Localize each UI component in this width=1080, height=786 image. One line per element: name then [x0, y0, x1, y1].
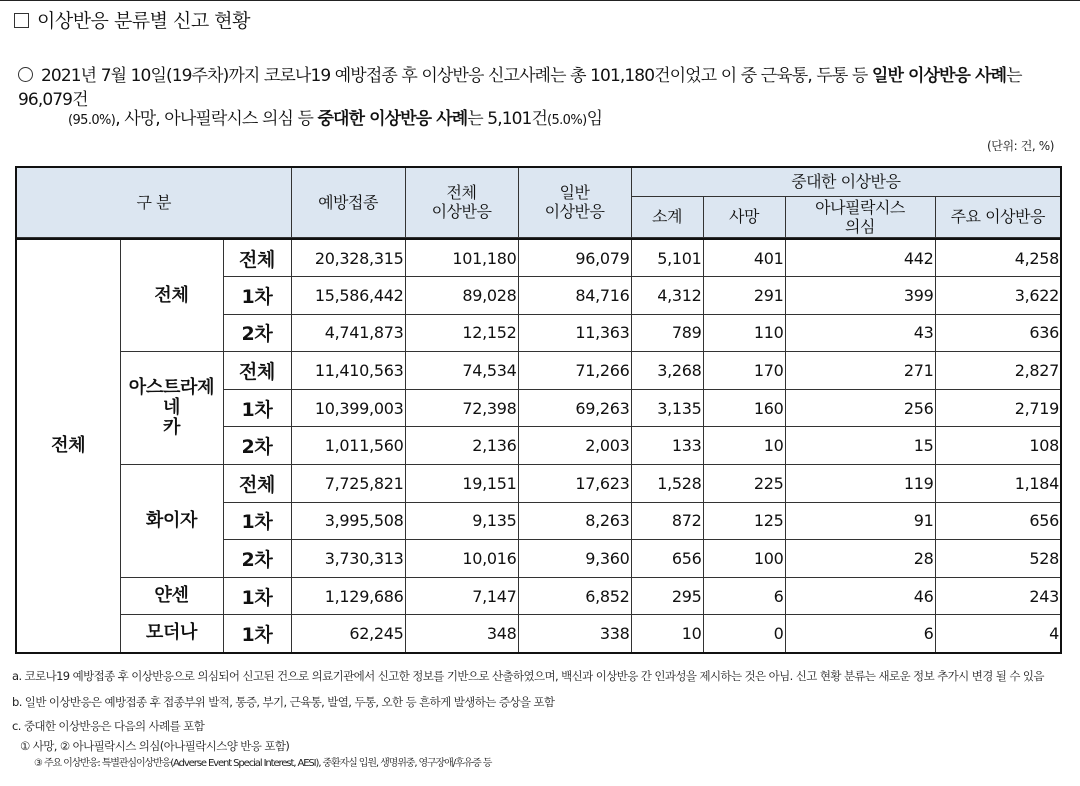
row-sub-label: 1차: [223, 615, 291, 653]
table-cell: 125: [703, 502, 785, 540]
row-group-label: 얀센: [120, 577, 223, 615]
table-cell: 656: [935, 502, 1061, 540]
table-cell: 69,263: [518, 389, 631, 427]
table-cell: 110: [703, 314, 785, 352]
summary-text-1: 2021년 7월 10일(19주차)까지 코로나19 예방접종 후 이상반응 신고사례는 총 101,180건이었고 이 중 근육통, 두통 등: [41, 66, 872, 86]
table-cell: 789: [631, 314, 703, 352]
checkbox-square-icon: [14, 13, 29, 28]
section-title: [14, 6, 250, 33]
table-body: [16, 239, 1061, 653]
table-cell: 74,534: [405, 352, 518, 390]
table-cell: 15: [785, 427, 935, 465]
table-cell: 11,410,563: [291, 352, 405, 390]
table-cell: 89,028: [405, 277, 518, 315]
table-cell: 401: [703, 239, 785, 277]
row-sub-label: 2차: [223, 427, 291, 465]
row-group-all: 전체: [16, 239, 120, 653]
table-cell: 7,147: [405, 577, 518, 615]
table-cell: 348: [405, 615, 518, 653]
row-sub-label: 전체: [223, 465, 291, 503]
table-cell: 12,152: [405, 314, 518, 352]
table-cell: 291: [703, 277, 785, 315]
table-row: [16, 615, 1061, 653]
table-cell: 6: [785, 615, 935, 653]
table-cell: 43: [785, 314, 935, 352]
table-cell: 160: [703, 389, 785, 427]
table-cell: 4,741,873: [291, 314, 405, 352]
table-cell: 442: [785, 239, 935, 277]
table-cell: 10,016: [405, 540, 518, 578]
table-cell: 46: [785, 577, 935, 615]
table-cell: 2,827: [935, 352, 1061, 390]
footnote-c-item-2: ③ 주요 이상반응: 특별관심이상반응(Adverse Event Special Interest, AESI), 중환자실 입원, 생명위중, 영구장애/후유증 등: [34, 758, 492, 769]
summary-line-2: [68, 107, 602, 133]
table-cell: 28: [785, 540, 935, 578]
table-cell: 9,360: [518, 540, 631, 578]
table-cell: 5,101: [631, 239, 703, 277]
table-cell: 19,151: [405, 465, 518, 503]
table-cell: 6: [703, 577, 785, 615]
summary-text-4: 는 5,101건: [467, 109, 547, 129]
table-cell: 10: [703, 427, 785, 465]
header-death: 사망: [703, 196, 785, 237]
table-cell: 11,363: [518, 314, 631, 352]
header-vaccinated: 예방접종: [291, 167, 405, 237]
table-cell: 295: [631, 577, 703, 615]
table-cell: 91: [785, 502, 935, 540]
header-category: 구 분: [16, 167, 291, 237]
header-total-adverse: 전체 이상반응: [405, 167, 518, 237]
row-group-astrazeneca: 아스트라제네 카: [120, 352, 223, 465]
table-cell: 62,245: [291, 615, 405, 653]
row-sub-label: 1차: [223, 277, 291, 315]
table-cell: 2,719: [935, 389, 1061, 427]
table-cell: 2,136: [405, 427, 518, 465]
table-cell: 399: [785, 277, 935, 315]
table-cell: 636: [935, 314, 1061, 352]
summary-text-2: 는 96,079건: [18, 66, 1022, 110]
header-serious-adverse: 중대한 이상반응: [631, 167, 1061, 196]
table-cell: 4,258: [935, 239, 1061, 277]
table-cell: 225: [703, 465, 785, 503]
table-cell: 338: [518, 615, 631, 653]
header-anaphylaxis: 아나필락시스 의심: [785, 196, 935, 237]
table-cell: 15,586,442: [291, 277, 405, 315]
table-cell: 2,003: [518, 427, 631, 465]
table-cell: 1,528: [631, 465, 703, 503]
table-cell: 528: [935, 540, 1061, 578]
table-cell: 9,135: [405, 502, 518, 540]
header-major: 주요 이상반응: [935, 196, 1061, 237]
summary-line-1: [18, 64, 1073, 112]
footnote-a: a. 코로나19 예방접종 후 이상반응으로 의심되어 신고된 건으로 의료기관에서 신고한 정보를 기반으로 산출하였으며, 백신과 이상반응 간 인과성을 제시하는 것은 아님. 신고 현황 분류는 새로운 정보 추가시 변경 될 수 있음: [12, 669, 1044, 683]
summary-bold-general: 일반 이상반응 사례: [871, 66, 1007, 86]
table-cell: 3,135: [631, 389, 703, 427]
table-header: [16, 167, 1061, 239]
table-cell: 20,328,315: [291, 239, 405, 277]
table-cell: 3,995,508: [291, 502, 405, 540]
row-sub-label: 전체: [223, 239, 291, 277]
table-row: [16, 577, 1061, 615]
footnote-c: c. 중대한 이상반응은 다음의 사례를 포함: [12, 719, 205, 733]
footnote-b: b. 일반 이상반응은 예방접종 후 접종부위 발적, 통증, 부기, 근육통, 발열, 두통, 오한 등 흔하게 발생하는 증상을 포함: [12, 695, 555, 709]
table-cell: 119: [785, 465, 935, 503]
summary-text-3: , 사망, 아나필락시스 의심 등: [115, 109, 318, 129]
footnote-c-item-1: ① 사망, ② 아나필락시스 의심(아나필락시스양 반응 포함): [20, 739, 290, 753]
header-subtotal: 소계: [631, 196, 703, 237]
table-cell: 872: [631, 502, 703, 540]
table-cell: 133: [631, 427, 703, 465]
circle-bullet-icon: [18, 67, 33, 82]
header-general-adverse: 일반 이상반응: [518, 167, 631, 237]
table-cell: 4,312: [631, 277, 703, 315]
table-cell: 100: [703, 540, 785, 578]
row-group-label: 모더나: [120, 615, 223, 653]
summary-text-5: 임: [586, 109, 603, 129]
table-cell: 108: [935, 427, 1061, 465]
table-cell: 72,398: [405, 389, 518, 427]
summary-pct-serious: (5.0%): [547, 113, 587, 128]
table-cell: 256: [785, 389, 935, 427]
table-cell: 3,622: [935, 277, 1061, 315]
top-rule: [0, 0, 1080, 1]
unit-label: (단위: 건, %): [986, 139, 1054, 153]
table-cell: 10: [631, 615, 703, 653]
table-cell: 84,716: [518, 277, 631, 315]
table-cell: 1,129,686: [291, 577, 405, 615]
row-sub-label: 1차: [223, 577, 291, 615]
table-row: [16, 465, 1061, 503]
row-sub-label: 1차: [223, 389, 291, 427]
table-cell: 8,263: [518, 502, 631, 540]
table-cell: 10,399,003: [291, 389, 405, 427]
table-cell: 1,011,560: [291, 427, 405, 465]
table-cell: 656: [631, 540, 703, 578]
table-cell: 3,730,313: [291, 540, 405, 578]
table-cell: 1,184: [935, 465, 1061, 503]
summary-pct-general: (95.0%): [68, 113, 116, 128]
section-title-text: 이상반응 분류별 신고 현황: [37, 10, 251, 32]
table-row: [16, 352, 1061, 390]
table-cell: 243: [935, 577, 1061, 615]
table-cell: 4: [935, 615, 1061, 653]
table-cell: 101,180: [405, 239, 518, 277]
row-sub-label: 2차: [223, 540, 291, 578]
table-cell: 271: [785, 352, 935, 390]
table-cell: 6,852: [518, 577, 631, 615]
table-cell: 3,268: [631, 352, 703, 390]
table-cell: 0: [703, 615, 785, 653]
summary-bold-serious: 중대한 이상반응 사례: [317, 109, 468, 129]
table-cell: 17,623: [518, 465, 631, 503]
table-cell: 96,079: [518, 239, 631, 277]
row-sub-label: 1차: [223, 502, 291, 540]
table-cell: 170: [703, 352, 785, 390]
row-group-label: 전체: [120, 239, 223, 352]
table-cell: 7,725,821: [291, 465, 405, 503]
table-cell: 71,266: [518, 352, 631, 390]
row-sub-label: 전체: [223, 352, 291, 390]
adverse-reaction-table: [15, 166, 1062, 654]
row-sub-label: 2차: [223, 314, 291, 352]
table-row: [16, 239, 1061, 277]
row-group-label: 화이자: [120, 465, 223, 578]
